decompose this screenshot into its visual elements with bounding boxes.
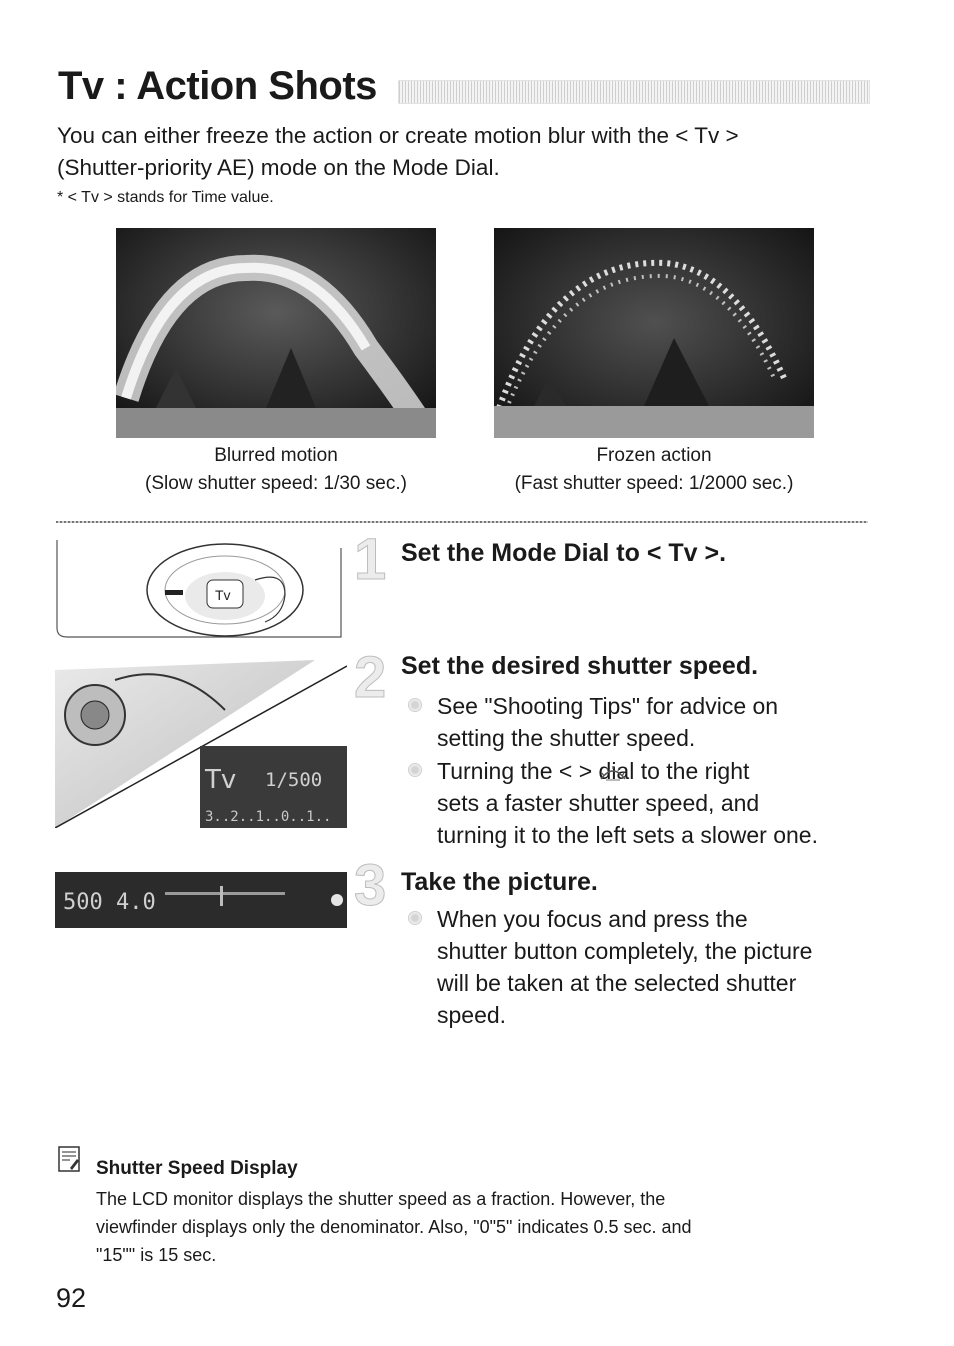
page-number: 92 [56, 1283, 87, 1313]
step-3-heading: Take the picture. [401, 868, 598, 896]
note-title: Shutter Speed Display [96, 1158, 298, 1179]
bullet-icon [408, 698, 422, 712]
frozen-photo-caption: Frozen action [596, 445, 712, 466]
step-2-heading: Set the desired shutter speed. [401, 652, 759, 680]
step-3-bullet-1-line-2: shutter button completely, the picture [437, 938, 813, 964]
step-1-heading: Set the Mode Dial to < Tv >. [401, 539, 727, 567]
blurred-photo-detail: (Slow shutter speed: 1/30 sec.) [145, 473, 407, 494]
page-title: Tv : Action Shots [58, 64, 377, 108]
note-line-1: The LCD monitor displays the shutter speed as a fraction. However, the [96, 1189, 666, 1209]
lcd-mode-label: Tv [205, 765, 237, 795]
step-3-bullet-1-line-4: speed. [437, 1002, 507, 1028]
step-2-bullet-1-line-1: See "Shooting Tips" for advice on [437, 693, 779, 719]
lcd-exposure-scale: 3..2..1..0..1.. [205, 809, 332, 825]
step-number-3: 3 [354, 853, 387, 918]
mode-dial-illustration [55, 540, 345, 638]
step-2-bullet-2-line-3: turning it to the left sets a slower one. [437, 822, 818, 848]
step-3-bullet-1-line-1: When you focus and press the [437, 906, 748, 932]
main-dial-icon [598, 757, 628, 783]
frozen-photo-detail: (Fast shutter speed: 1/2000 sec.) [514, 473, 794, 494]
step-2-bullet-2-line-1: Turning the < > dial to the right [437, 758, 750, 784]
note-line-2: viewfinder displays only the denominator. Also, "0"5" indicates 0.5 sec. and [96, 1217, 692, 1237]
camera-lcd-illustration [55, 660, 347, 828]
step-2-bullet-2-line-2: sets a faster shutter speed, and [437, 790, 760, 816]
blurred-photo-caption: Blurred motion [214, 445, 338, 466]
section-divider [56, 521, 868, 523]
intro-line-1: You can either freeze the action or create motion blur with the < Tv > [57, 123, 739, 148]
bullet-icon [408, 911, 422, 925]
step-2-bullet-1-line-2: setting the shutter speed. [437, 725, 696, 751]
blurred-motion-photo [116, 228, 436, 438]
note-line-3: "15"" is 15 sec. [96, 1245, 217, 1265]
dial-mode-label: Tv [215, 587, 231, 603]
intro-footnote: * < Tv > stands for Time value. [57, 189, 274, 206]
viewfinder-display-illustration [55, 872, 347, 928]
step-number-2: 2 [354, 645, 387, 710]
step-number-1: 1 [354, 527, 387, 592]
step-3-bullet-1-line-3: will be taken at the selected shutter [437, 970, 797, 996]
intro-line-2: (Shutter-priority AE) mode on the Mode Dial. [57, 155, 500, 180]
frozen-action-photo [494, 228, 814, 438]
lcd-shutter-speed: 1/500 [265, 769, 323, 791]
viewfinder-readout: 500 4.0 [63, 890, 156, 915]
memo-icon [58, 1146, 80, 1172]
title-decoration-bar [398, 80, 870, 104]
bullet-icon [408, 763, 422, 777]
